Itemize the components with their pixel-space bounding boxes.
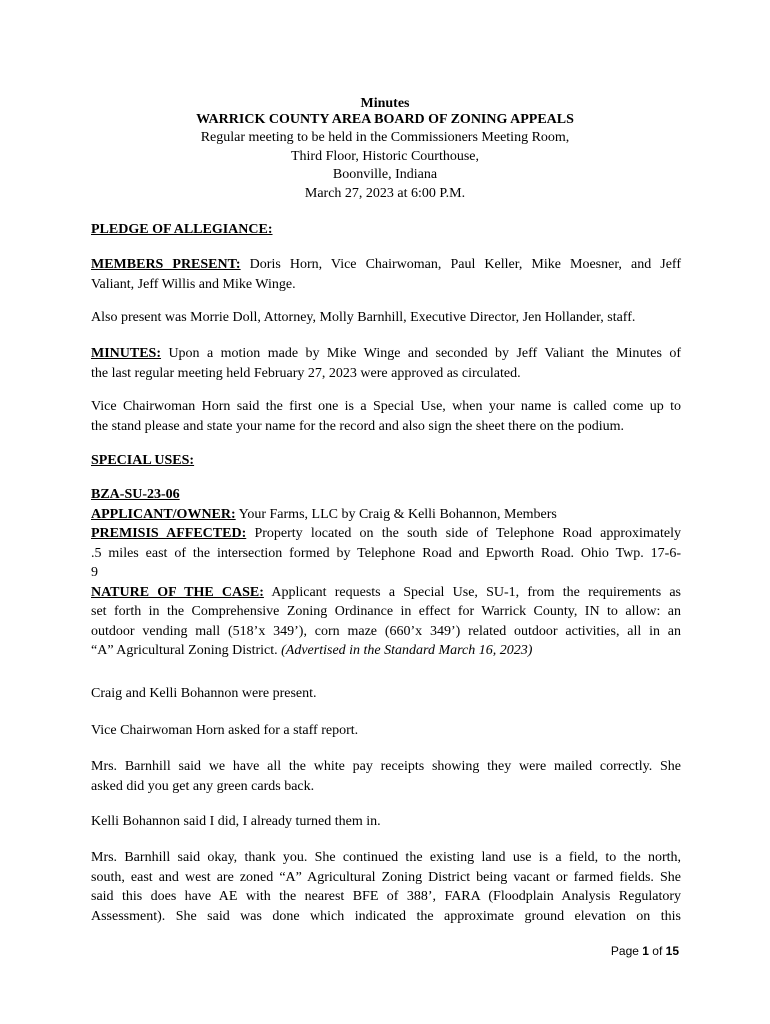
meeting-location-line: Regular meeting to be held in the Commissioners Meeting Room, (200, 130, 570, 145)
total-pages: 15 (665, 944, 679, 958)
special-uses-heading: SPECIAL USES: (91, 453, 195, 468)
applicant-line: APPLICANT/OWNER: Your Farms, LLC by Craig & Kelli Bohannon, Members (91, 506, 557, 522)
staff-report-paragraph: Vice Chairwoman Horn asked for a staff report. (91, 723, 359, 738)
barnhill-land-use-paragraph: Mrs. Barnhill said okay, thank you. She continued the existing land use is a field, to the north, south, east and west are zoned “A” Agricultural Zoning District being vacant or farmed fields. She said this does have AE with the nearest BFE of 388’, FARA (Floodplain Analysis Regulatory Assessment). She said was done which indicated the approximate ground elevation on this (91, 850, 681, 924)
board-name: WARRICK COUNTY AREA BOARD OF ZONING APPEALS (196, 112, 574, 127)
premises-line: PREMISIS AFFECTED: Property located on the south side of Telephone Road approximately (91, 526, 681, 541)
barnhill-receipts-paragraph: Mrs. Barnhill said we have all the white pay receipts showing they were mailed correctly. She asked did you get any green cards back. (91, 759, 681, 794)
meeting-date-line: March 27, 2023 at 6:00 P.M. (304, 186, 466, 201)
doc-title: Minutes (360, 96, 410, 111)
advertised-note: (Advertised in the Standard March 16, 2023) (281, 643, 533, 658)
page-number-footer: Page 1 of 15 (610, 944, 679, 958)
members-present-heading: MEMBERS PRESENT: (91, 257, 241, 272)
pledge-heading: PLEDGE OF ALLEGIANCE: (91, 222, 273, 237)
meeting-floor-line: Third Floor, Historic Courthouse, (290, 149, 480, 164)
meeting-city-line: Boonville, Indiana (332, 167, 438, 182)
intro-paragraph: Vice Chairwoman Horn said the first one is a Special Use, when your name is called come up to the stand please and state your name for the record and also sign the sheet there on the podium. (91, 399, 681, 434)
present-paragraph: Craig and Kelli Bohannon were present. (91, 686, 317, 701)
case-number: BZA-SU-23-06 (91, 487, 180, 502)
nature-line: NATURE OF THE CASE: Applicant requests a Special Use, SU-1, from the requirements as (91, 584, 682, 600)
also-present-paragraph: Also present was Morrie Doll, Attorney, Molly Barnhill, Executive Director, Jen Hollander, staff. (91, 310, 636, 325)
members-present-paragraph: MEMBERS PRESENT: Doris Horn, Vice Chairwoman, Paul Keller, Mike Moesner, and Jeff Valiant, Jeff Willis and Mike Winge. (91, 257, 681, 292)
minutes-paragraph: MINUTES: Upon a motion made by Mike Winge and seconded by Jeff Valiant the Minutes of the last regular meeting held February 27, 2023 were approved as circulated. (91, 346, 681, 381)
case-block: BZA-SU-23-06 APPLICANT/OWNER: Your Farms, LLC by Craig & Kelli Bohannon, Members PREMISIS AFFECTED: Property located on the south side of Telephone Road approximately .5 miles east of the intersection formed by Telephone Road and Epworth Road. Ohio Twp. 17-6- 9 NATURE OF THE CASE: Applicant requests a Special Use, SU-1, from the requirements as set forth in the Comprehensive Zoning Ordinance in effect for Warrick County, IN to allow: an outdoor vending mall (518’x 349’), corn maze (660’x 349’) related outdoor activities, all in an “A” Agricultural Zoning District. (Advertised in the Standard March 16, 2023) (91, 487, 682, 658)
kelli-paragraph: Kelli Bohannon said I did, I already turned them in. (91, 814, 381, 829)
current-page: 1 (642, 944, 649, 958)
minutes-heading: MINUTES: (91, 346, 162, 361)
